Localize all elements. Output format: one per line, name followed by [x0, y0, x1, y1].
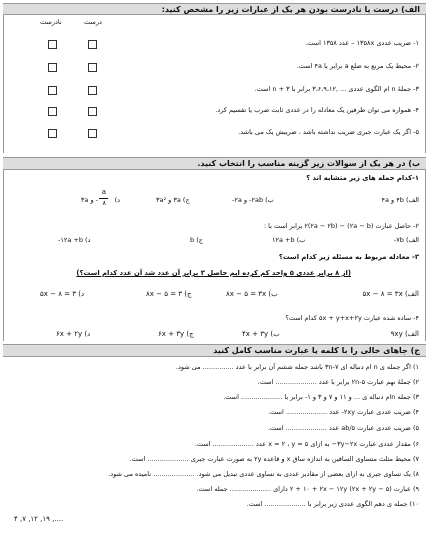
section-b-title: ب) در هر یک از سوالات زیر گزینه مناسب را انتخاب کنید. [3, 157, 426, 170]
fill-blank-4: ۴) ضریب عددی عبارت ۲xy- عدد .................... است. [268, 408, 419, 416]
q2-option-alef[interactable]: الف) ۷b- [393, 236, 419, 244]
false-checkbox-3[interactable] [48, 86, 57, 95]
q3-option-d[interactable]: د) ۵x − ۸ = ۳ [40, 290, 85, 298]
statement-4: ۴- همواره می توان طرفین یک معادله را در عددی ثابت ضرب یا تقسیم کرد. [215, 106, 419, 114]
section-a-title: الف) درست یا نادرست بودن هر یک از عبارات زیر را مشخص کنید: [3, 3, 426, 15]
q1-option-b[interactable]: ب) ۲ab- و ۲a- [232, 196, 274, 204]
q1-option-d-fraction-denominator: ۸ [102, 199, 106, 207]
question-3: ۳- معادله مربوط به مسئله زیر کدام است؟ [278, 253, 419, 261]
fill-blank-9: ۹) عبارت (۲x + ۲y − ۵) ۲ + ۱۰ + ۲x − ۱۲y دارای .................... جمله است. [196, 485, 419, 493]
true-checkbox-5[interactable] [88, 129, 97, 138]
section-c-title: ج) جاهای خالی را با کلمه یا عبارت مناسب کامل کنید [3, 344, 426, 357]
statement-1: ۱- ضریب عددی ۱۳۵۸x – عدد ۱۳۵۸ است. [305, 39, 419, 47]
q1-option-d[interactable] [58, 188, 120, 210]
q2-option-b[interactable]: ب) ۱۲a +b [272, 236, 306, 244]
statement-3: ۳- جملهٔ n ام الگوی عددی ... ,۳،۶،۹،۱۲ برابر با ۳ + n است. [254, 85, 419, 93]
q1-option-d-suffix: - و ۳a [80, 196, 98, 204]
q2-option-j[interactable]: ج) b [190, 236, 203, 244]
fill-blank-6: ۶) مقدار عددی عبارت ۳y−۲x− به ازای x = ۲ ، y = ۵ عدد .................... است. [194, 440, 419, 448]
fill-blank-1: ۱) اگر جمله ی n ام دنباله ای ۷-۳n باشد جمله ششم آن برابر با عدد ............... می شود. [175, 363, 419, 371]
statement-5: ۵- اگر یک عبارت جبری ضریب نداشته باشد ، ضریبش یک می باشد. [238, 128, 419, 136]
q1-option-d-prefix: د) [114, 196, 120, 204]
q2-option-d[interactable]: د) ۱۲a +b- [58, 236, 91, 244]
question-2: ۲- حاصل عبارت (۲a − b) − ۲(۲a − ۲b) برابر است با : [263, 222, 419, 230]
column-false-label: نادرست [40, 18, 62, 26]
fill-blank-7: ۷) محیط مثلث متساوی الساقین به اندازه ساق x و قاعده ۲y به صورت عبارت جبری .................... است. [129, 455, 419, 463]
q4-option-alef[interactable]: الف) ۹xy [390, 330, 419, 338]
fill-blank-2: ۲) جملهٔ نهم عبارت ۲n-۵ برابر با عدد .................... است. [257, 378, 419, 386]
fill-blank-10: ۱۰) جمله ی دهم الگوی عددی زیر برابر با .................... است. [246, 500, 419, 508]
false-checkbox-2[interactable] [48, 63, 57, 72]
q4-option-j[interactable]: ج) ۶x + ۳y [158, 330, 194, 338]
fill-blank-8: ۸) یک تساوی جبری به ازای بعضی از مقادیر عددی به تساوی عددی تبدیل می شود. .................... نامیده می شود. [108, 470, 419, 478]
q1-option-j[interactable]: ج) ۳a و ۳a² [156, 196, 190, 204]
q3-option-alef[interactable]: الف) ۵x − ۸ = ۳x [362, 290, 419, 298]
question-4: ۴- ساده شده عبارت ۵x + y+x+۲y کدام است؟ [285, 314, 419, 322]
q3-option-j[interactable]: ج) ۸x − ۵ = ۳ [146, 290, 192, 298]
true-checkbox-3[interactable] [88, 86, 97, 95]
statement-2: ۲- محیط یک مربع به ضلع a برابر با ۴a است. [296, 62, 419, 70]
true-checkbox-2[interactable] [88, 63, 97, 72]
q1-option-alef[interactable]: الف) ۴b و ۴a [381, 196, 419, 204]
false-checkbox-5[interactable] [48, 129, 57, 138]
q3-problem-statement: (از ۸ برابر عددی ۵ واحد کم کرده ایم حاصل ۳ برابر آن عدد شد آن عدد کدام است؟) [76, 269, 351, 277]
column-true-label: درست [84, 18, 102, 26]
fill-blank-3: ۳) جمله nام دنباله ی ... و ۱۱ و ۷ و ۳ و ۱- برابر با .................... است. [223, 393, 419, 401]
question-1: ۱-کدام جمله های زیر متشابه اند ؟ [306, 174, 419, 182]
q1-option-d-fraction-numerator: a [101, 188, 106, 196]
true-checkbox-4[interactable] [88, 107, 97, 116]
q4-option-d[interactable]: د) ۶x + ۲y [56, 330, 91, 338]
fill-blank-5: ۵) ضریب عددی عبارت ab/۵ عدد .................... است. [267, 424, 419, 432]
q4-option-b[interactable]: ب) ۴x + ۳y [242, 330, 280, 338]
q3-option-b[interactable]: ب) ۸x − ۵ = ۳x [226, 290, 278, 298]
false-checkbox-4[interactable] [48, 107, 57, 116]
number-sequence: ۴ ,۷ ,۱۲ ,۱۹ ,.... [14, 515, 64, 523]
true-checkbox-1[interactable] [88, 40, 97, 49]
false-checkbox-1[interactable] [48, 40, 57, 49]
